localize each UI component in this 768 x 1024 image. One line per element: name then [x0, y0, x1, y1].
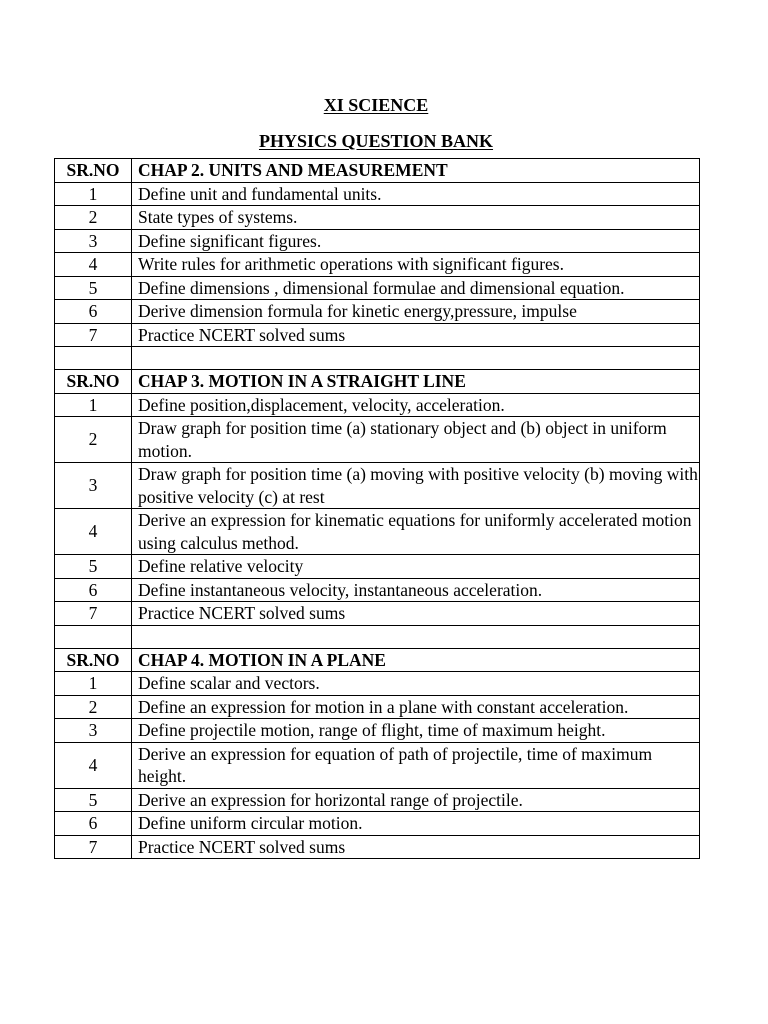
question-number: 2 — [55, 206, 132, 230]
question-row — [55, 417, 700, 463]
question-table — [54, 158, 700, 859]
question-number: 7 — [55, 602, 132, 626]
question-row — [55, 672, 700, 696]
question-number: 2 — [55, 417, 132, 463]
question-row — [55, 300, 700, 324]
question-text: Derive an expression for horizontal range of projectile. — [132, 788, 700, 812]
chapter-title: CHAP 2. UNITS AND MEASUREMENT — [132, 159, 700, 183]
question-text: Derive dimension formula for kinetic energy,pressure, impulse — [132, 300, 700, 324]
empty-cell — [132, 347, 700, 370]
chapter-title: CHAP 3. MOTION IN A STRAIGHT LINE — [132, 370, 700, 394]
question-number: 6 — [55, 812, 132, 836]
spacer-row — [55, 625, 700, 648]
question-number: 4 — [55, 253, 132, 277]
question-text: Draw graph for position time (a) stationary object and (b) object in uniform motion. — [132, 417, 700, 463]
question-row — [55, 812, 700, 836]
question-text: Define position,displacement, velocity, acceleration. — [132, 393, 700, 417]
question-text: Define significant figures. — [132, 229, 700, 253]
question-text: Practice NCERT solved sums — [132, 602, 700, 626]
question-row — [55, 393, 700, 417]
question-text: Define uniform circular motion. — [132, 812, 700, 836]
question-number: 5 — [55, 555, 132, 579]
question-number: 3 — [55, 463, 132, 509]
question-number: 7 — [55, 835, 132, 859]
question-text: Define dimensions , dimensional formulae and dimensional equation. — [132, 276, 700, 300]
question-number: 4 — [55, 742, 132, 788]
question-text: Derive an expression for equation of path of projectile, time of maximum height. — [132, 742, 700, 788]
question-text: Define unit and fundamental units. — [132, 182, 700, 206]
sr-no-header: SR.NO — [55, 370, 132, 394]
empty-cell — [55, 347, 132, 370]
question-text: Define an expression for motion in a plane with constant acceleration. — [132, 695, 700, 719]
question-number: 3 — [55, 719, 132, 743]
question-row — [55, 463, 700, 509]
question-text: Derive an expression for kinematic equations for uniformly accelerated motion using calculus method. — [132, 509, 700, 555]
question-text: Draw graph for position time (a) moving with positive velocity (b) moving with positive velocity (c) at rest — [132, 463, 700, 509]
question-text: Define instantaneous velocity, instantaneous acceleration. — [132, 578, 700, 602]
question-number: 1 — [55, 182, 132, 206]
spacer-row — [55, 347, 700, 370]
question-number: 2 — [55, 695, 132, 719]
question-text: State types of systems. — [132, 206, 700, 230]
chapter-header-row — [55, 648, 700, 672]
empty-cell — [55, 625, 132, 648]
question-row — [55, 509, 700, 555]
sr-no-header: SR.NO — [55, 159, 132, 183]
question-text: Write rules for arithmetic operations with significant figures. — [132, 253, 700, 277]
question-row — [55, 602, 700, 626]
question-row — [55, 742, 700, 788]
chapter-title: CHAP 4. MOTION IN A PLANE — [132, 648, 700, 672]
document-title: XI SCIENCE — [323, 95, 429, 115]
question-text: Define relative velocity — [132, 555, 700, 579]
question-number: 7 — [55, 323, 132, 347]
document-subtitle: PHYSICS QUESTION BANK — [258, 131, 494, 151]
question-row — [55, 835, 700, 859]
question-row — [55, 253, 700, 277]
question-row — [55, 323, 700, 347]
question-number: 5 — [55, 788, 132, 812]
question-number: 3 — [55, 229, 132, 253]
question-text: Define scalar and vectors. — [132, 672, 700, 696]
question-text: Define projectile motion, range of flight, time of maximum height. — [132, 719, 700, 743]
question-number: 5 — [55, 276, 132, 300]
question-number: 1 — [55, 393, 132, 417]
question-row — [55, 229, 700, 253]
question-row — [55, 695, 700, 719]
question-row — [55, 206, 700, 230]
question-row — [55, 719, 700, 743]
chapter-header-row — [55, 159, 700, 183]
question-text: Practice NCERT solved sums — [132, 835, 700, 859]
question-row — [55, 182, 700, 206]
question-row — [55, 555, 700, 579]
empty-cell — [132, 625, 700, 648]
question-number: 1 — [55, 672, 132, 696]
question-number: 6 — [55, 300, 132, 324]
question-text: Practice NCERT solved sums — [132, 323, 700, 347]
question-row — [55, 276, 700, 300]
question-number: 6 — [55, 578, 132, 602]
question-row — [55, 578, 700, 602]
question-row — [55, 788, 700, 812]
question-number: 4 — [55, 509, 132, 555]
sr-no-header: SR.NO — [55, 648, 132, 672]
chapter-header-row — [55, 370, 700, 394]
